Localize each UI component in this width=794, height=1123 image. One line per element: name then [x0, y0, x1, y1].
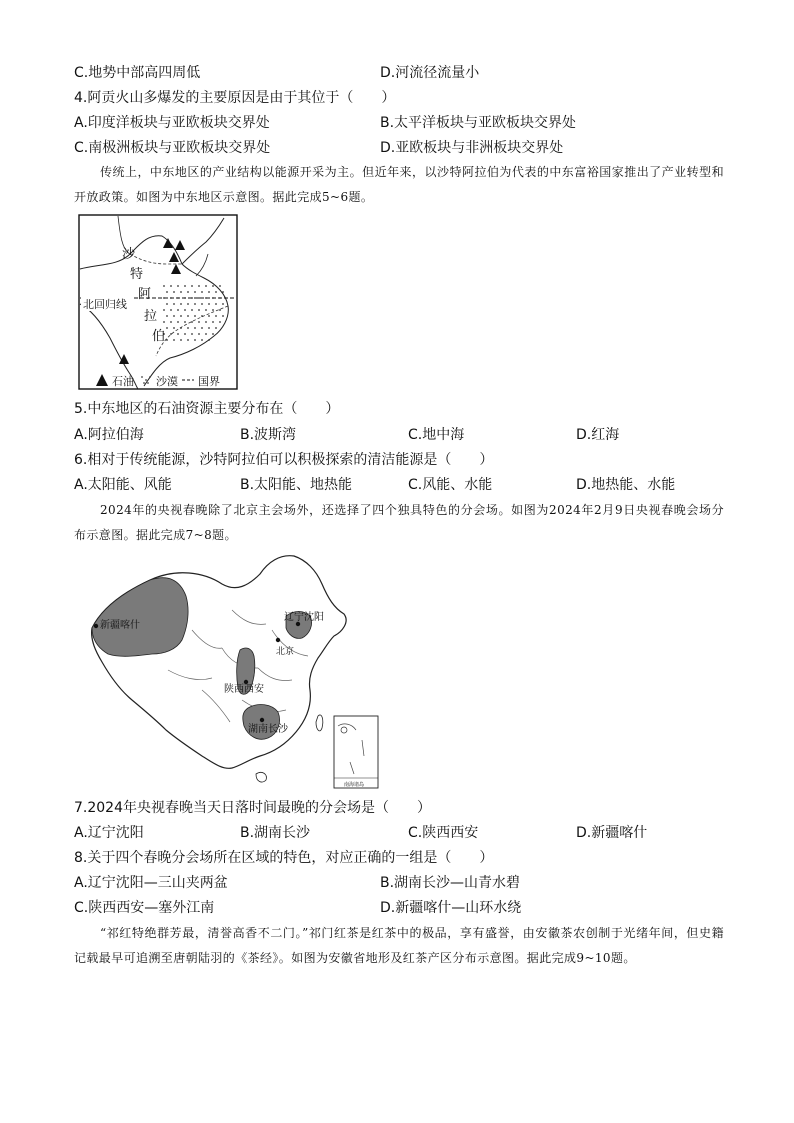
q7-option-b: B.湖南长沙: [240, 825, 311, 841]
legend-border-label: 国界: [198, 375, 220, 388]
q7-option-a: A.辽宁沈阳: [74, 825, 144, 841]
beijing-dot: [276, 638, 280, 642]
country-char-5: 伯: [152, 329, 166, 344]
q8-option-b: B.湖南长沙—山青水碧: [380, 875, 521, 891]
q5-option-d: D.红海: [576, 427, 620, 443]
tropic-of-cancer-label: 北回归线: [83, 298, 127, 311]
q8-option-c: C.陕西西安—塞外江南: [74, 900, 215, 916]
country-char-4: 拉: [144, 309, 158, 324]
country-char-3: 阿: [138, 287, 152, 302]
q6-option-d: D.地热能、水能: [576, 477, 676, 493]
q7-option-c: C.陕西西安: [408, 825, 479, 841]
label-beijing: 北京: [276, 647, 295, 657]
q6-option-c: C.风能、水能: [408, 477, 493, 493]
q4-option-c: C.南极洲板块与亚欧板块交界处: [74, 140, 271, 156]
china-outline: [92, 556, 346, 769]
q5-stem: 5.中东地区的石油资源主要分布在（ ）: [74, 401, 340, 417]
q3-option-c: C.地势中部高四周低: [74, 65, 201, 81]
intro-questions-9-10: “祁红特绝群芳最，清誉高香不二门。”祁门红茶是红茶中的极品，享有盛誉，由安徽茶农创制于光绪年间，但史籍记载最早可追溯至唐朝陆羽的《茶经》。如图为安徽省地形及红茶产区分布示意图。据此完成9~10题。: [74, 926, 724, 965]
q5-option-c: C.地中海: [408, 427, 465, 443]
q4-option-d: D.亚欧板块与非洲板块交界处: [380, 140, 564, 156]
taiwan-island: [316, 715, 323, 731]
q6-option-a: A.太阳能、风能: [74, 477, 172, 493]
intro-questions-7-8: 2024年的央视春晚除了北京主会场外，还选择了四个独具特色的分会场。如图为2024年2月9日央视春晚会场分布示意图。据此完成7~8题。: [74, 503, 724, 542]
china-venue-map: [72, 550, 382, 792]
q4-option-b: B.太平洋板块与亚欧板块交界处: [380, 115, 577, 131]
country-char-2: 特: [130, 267, 144, 282]
middle-east-map: [78, 214, 238, 390]
q6-stem: 6.相对于传统能源，沙特阿拉伯可以积极探索的清洁能源是（ ）: [74, 452, 494, 468]
xinjiang-kashgar-dot: [94, 624, 98, 628]
q5-option-b: B.波斯湾: [240, 427, 297, 443]
q7-option-d: D.新疆喀什: [576, 825, 648, 841]
q8-option-d: D.新疆喀什—山环水绕: [380, 900, 522, 916]
label-xinjiang-kashgar: 新疆喀什: [100, 620, 140, 631]
q3-option-d: D.河流径流量小: [380, 65, 480, 81]
q5-option-a: A.阿拉伯海: [74, 427, 144, 443]
label-hunan-changsha: 湖南长沙: [248, 724, 288, 735]
q8-option-a: A.辽宁沈阳—三山夹两盆: [74, 875, 228, 891]
q4-stem: 4.阿贡火山多爆发的主要原因是由于其位于（ ）: [74, 90, 396, 106]
q8-stem: 8.关于四个春晚分会场所在区域的特色，对应正确的一组是（ ）: [74, 850, 494, 866]
inset-label: 南海诸岛: [344, 782, 365, 788]
xinjiang-region: [92, 578, 188, 657]
q4-option-a: A.印度洋板块与亚欧板块交界处: [74, 115, 270, 131]
q6-option-b: B.太阳能、地热能: [240, 477, 353, 493]
intro-questions-5-6: 传统上，中东地区的产业结构以能源开采为主。但近年来，以沙特阿拉伯为代表的中东富裕国家推出了产业转型和开放政策。如图为中东地区示意图。据此完成5~6题。: [74, 165, 724, 204]
label-shaanxi-xian: 陕西西安: [224, 684, 264, 695]
country-char-1: 沙: [122, 247, 136, 262]
hainan-island: [256, 772, 266, 782]
label-liaoning-shenyang: 辽宁沈阳: [284, 612, 324, 623]
legend-oil-label: 石油: [112, 375, 134, 388]
q7-stem: 7.2024年央视春晚当天日落时间最晚的分会场是（ ）: [74, 800, 431, 816]
south-china-sea-inset: [334, 716, 378, 788]
hunan-changsha-dot: [260, 718, 264, 722]
legend-desert-label: 沙漠: [156, 375, 178, 388]
